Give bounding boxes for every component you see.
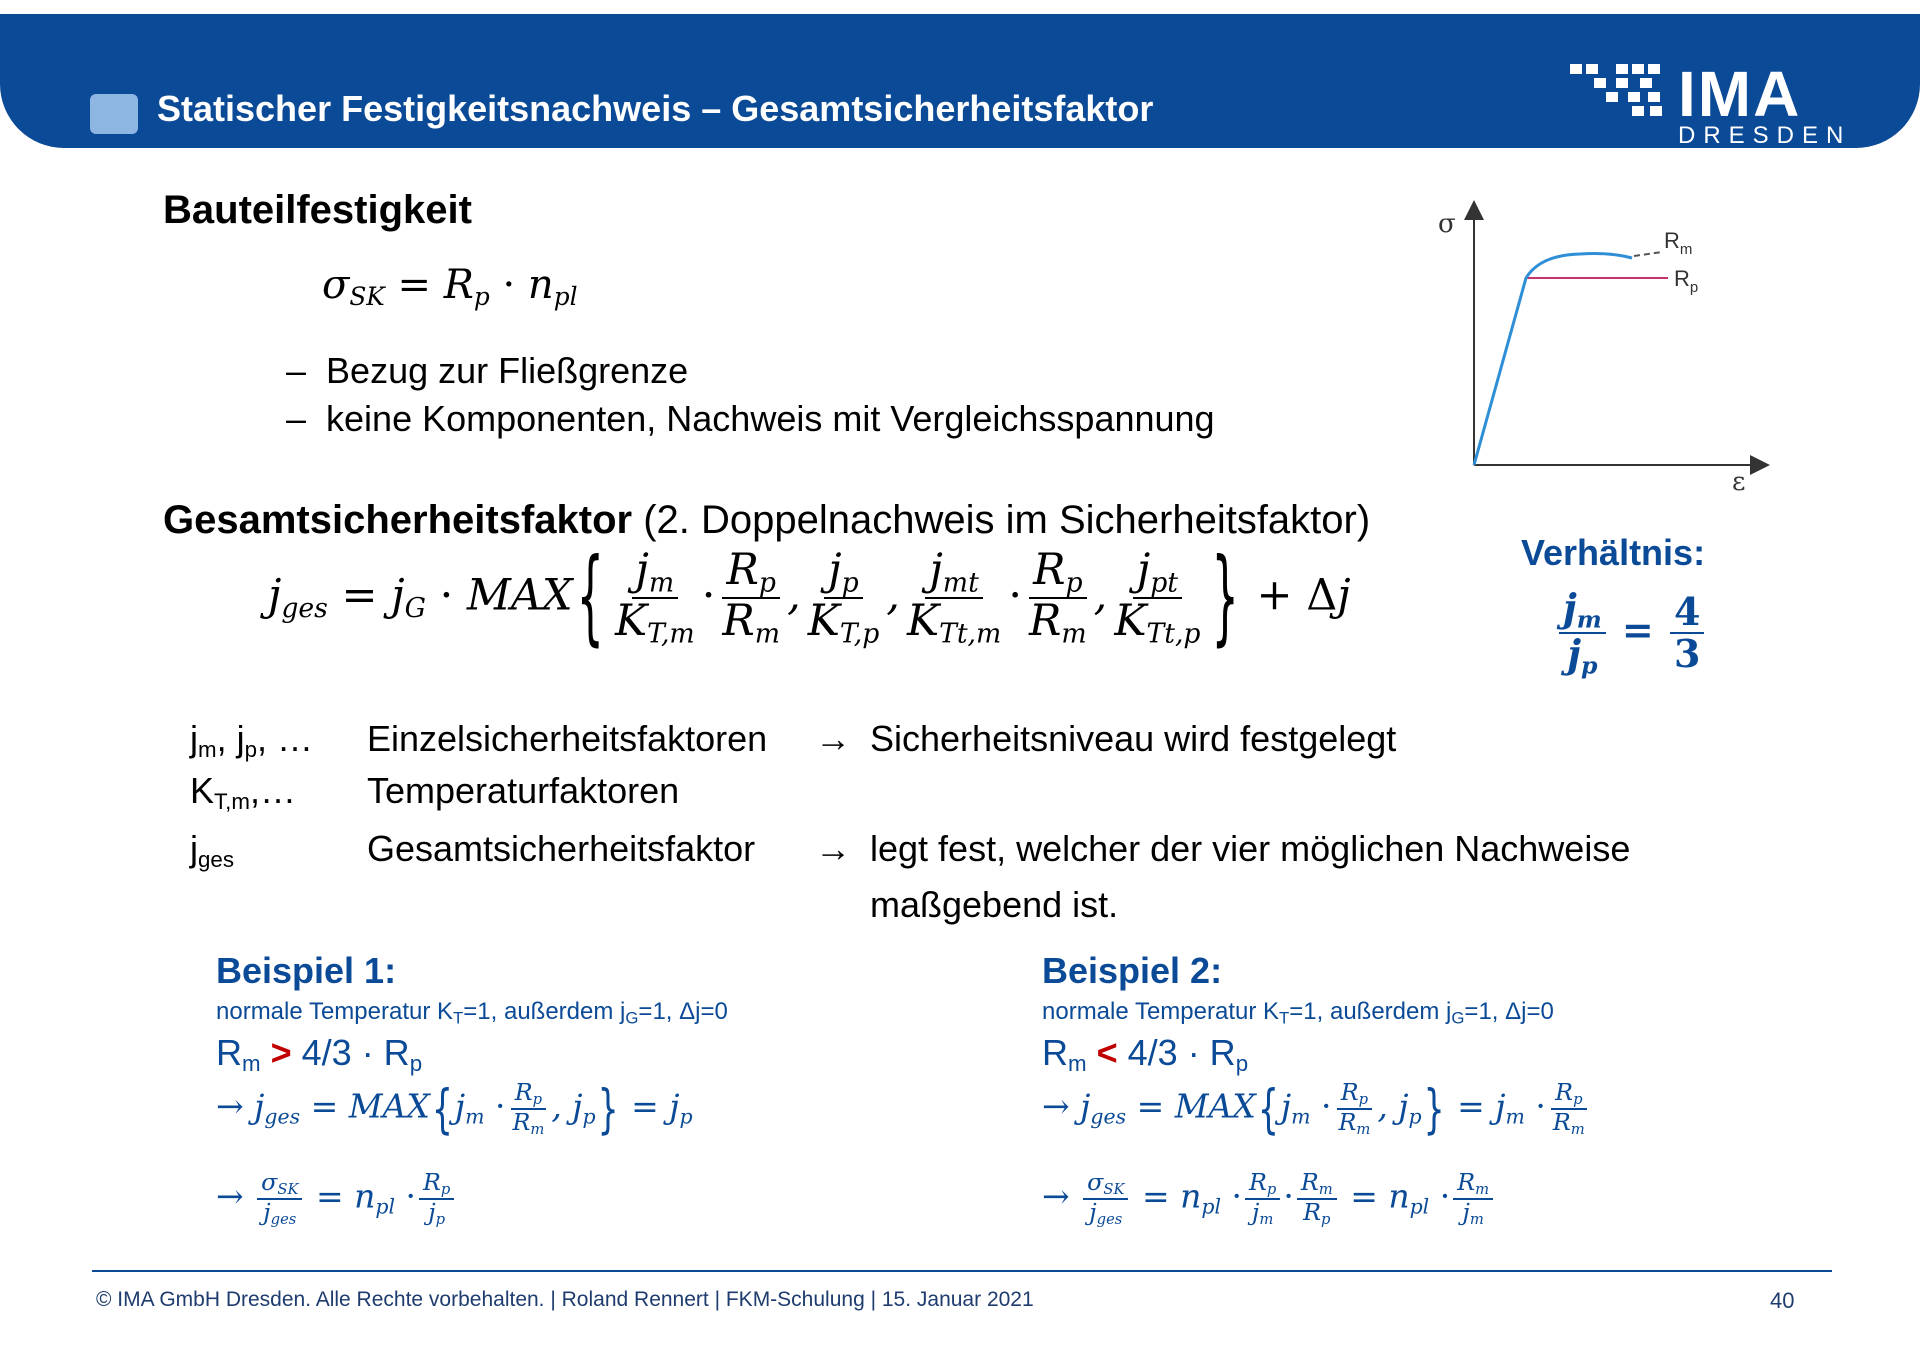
page-title: Statischer Festigkeitsnachweis – Gesamtsicherheitsfaktor bbox=[157, 88, 1154, 129]
logo-word: IMA bbox=[1678, 58, 1802, 130]
example-formula-2: → $\frac{\sigma_{SK}}{j_{ges}}$ = $n_{pl}$ · $\frac{R_p}{j_p}$ bbox=[216, 1170, 457, 1227]
example-relation: $R_m > 4/3 \cdot R_p$ bbox=[216, 1032, 423, 1077]
definition-symbol: $j_{ges}$ bbox=[190, 828, 234, 873]
logo-subtitle: DRESDEN bbox=[1678, 122, 1852, 149]
header-bar bbox=[0, 14, 1920, 148]
section-title-bauteilfestigkeit: Bauteilfestigkeit bbox=[163, 188, 472, 232]
section-title-gesamtsicherheitsfaktor: Gesamtsicherheitsfaktor (2. Doppelnachweis im Sicherheitsfaktor) bbox=[163, 498, 1371, 542]
y-axis-label: σ bbox=[1438, 209, 1456, 239]
definition-text: Gesamtsicherheitsfaktor bbox=[367, 828, 756, 869]
bullet-item: – Bezug zur Fließgrenze bbox=[286, 350, 689, 391]
arrow-icon: → bbox=[815, 828, 851, 869]
rp-curve bbox=[1474, 278, 1668, 465]
x-axis-label: ε bbox=[1732, 467, 1746, 497]
definition-symbol: $j_m$, $j_p$, … bbox=[190, 718, 314, 763]
ima-logo bbox=[1570, 58, 1852, 154]
example-condition: normale Temperatur $K_T=1$, außerdem $j_G=1$, Δj=0 bbox=[1042, 998, 1554, 1028]
logo-pixel-icon bbox=[1570, 64, 1670, 118]
example-condition: normale Temperatur $K_T=1$, außerdem $j_G=1$, Δj=0 bbox=[216, 998, 728, 1028]
definition-result-line2: maßgebend ist. bbox=[870, 884, 1119, 925]
footer-text: © IMA GmbH Dresden. Alle Rechte vorbehalten. | Roland Rennert | FKM-Schulung | 15. Januar 2021 bbox=[96, 1288, 1034, 1311]
ratio-label: Verhältnis: bbox=[1521, 532, 1706, 573]
example-formula-1: → $j_{ges} = MAX\{j_m$ · $\frac{R_p}{R_m}$ , $j_p\} = j_p$ bbox=[216, 1077, 693, 1140]
ratio-formula: $\frac{j_m}{j_p}$ = $\frac{4}{3}$ bbox=[1556, 588, 1707, 679]
rm-dash bbox=[1634, 252, 1662, 256]
definition-result: Sicherheitsniveau wird festgelegt bbox=[870, 718, 1397, 759]
stress-strain-diagram bbox=[1430, 200, 1770, 500]
definition-symbol: $K_{T,m},\dots$ bbox=[190, 770, 296, 815]
example-title: Beispiel 2: bbox=[1042, 950, 1223, 991]
formula-sigma-sk: $\sigma_{SK} = R_p \cdot n_{pl}$ bbox=[322, 262, 578, 311]
example-relation: $R_m < 4/3 \cdot R_p$ bbox=[1042, 1032, 1249, 1077]
bullet-item: – keine Komponenten, Nachweis mit Vergleichsspannung bbox=[286, 398, 1215, 439]
rm-curve bbox=[1474, 254, 1632, 466]
definition-result: legt fest, welcher der vier möglichen Nachweise bbox=[870, 828, 1631, 869]
example-formula-2: → $\frac{\sigma_{SK}}{j_{ges}}$ = $n_{pl}$ · $\frac{R_p}{j_m}$ · $\frac{R_m}{R_p}$ = $n_{pl}$ · $\frac{R_m}{j_m}$ bbox=[1042, 1170, 1496, 1227]
header-square-icon bbox=[90, 94, 138, 134]
formula-j-ges: $j_{ges} = j_G \cdot MAX${ $\frac{j_m}{K_{T,m}}$ · $\frac{R_p}{R_m}$ , $\frac{j_p}{K_{T,p}}$ , $\frac{j_{mt}}{K_{Tt,m}}$ · $\frac{R_p}{R_m}$ , $\frac{j_{pt}}{K_{Tt,p}}$ } + Δj bbox=[268, 538, 1351, 659]
definition-text: Einzelsicherheitsfaktoren bbox=[367, 718, 768, 759]
arrow-icon: → bbox=[815, 718, 851, 759]
example-formula-1: → $j_{ges} = MAX\{j_m$ · $\frac{R_p}{R_m}$ , $j_p\} = j_m$ · $\frac{R_p}{R_m}$ bbox=[1042, 1077, 1585, 1140]
example-title: Beispiel 1: bbox=[216, 950, 397, 991]
definition-text: Temperaturfaktoren bbox=[367, 770, 680, 811]
page-number: 40 bbox=[1770, 1288, 1795, 1313]
label-rp: $R_p$ bbox=[1674, 266, 1699, 296]
label-rm: $R_m$ bbox=[1664, 228, 1693, 258]
footer-divider bbox=[92, 1270, 1832, 1272]
